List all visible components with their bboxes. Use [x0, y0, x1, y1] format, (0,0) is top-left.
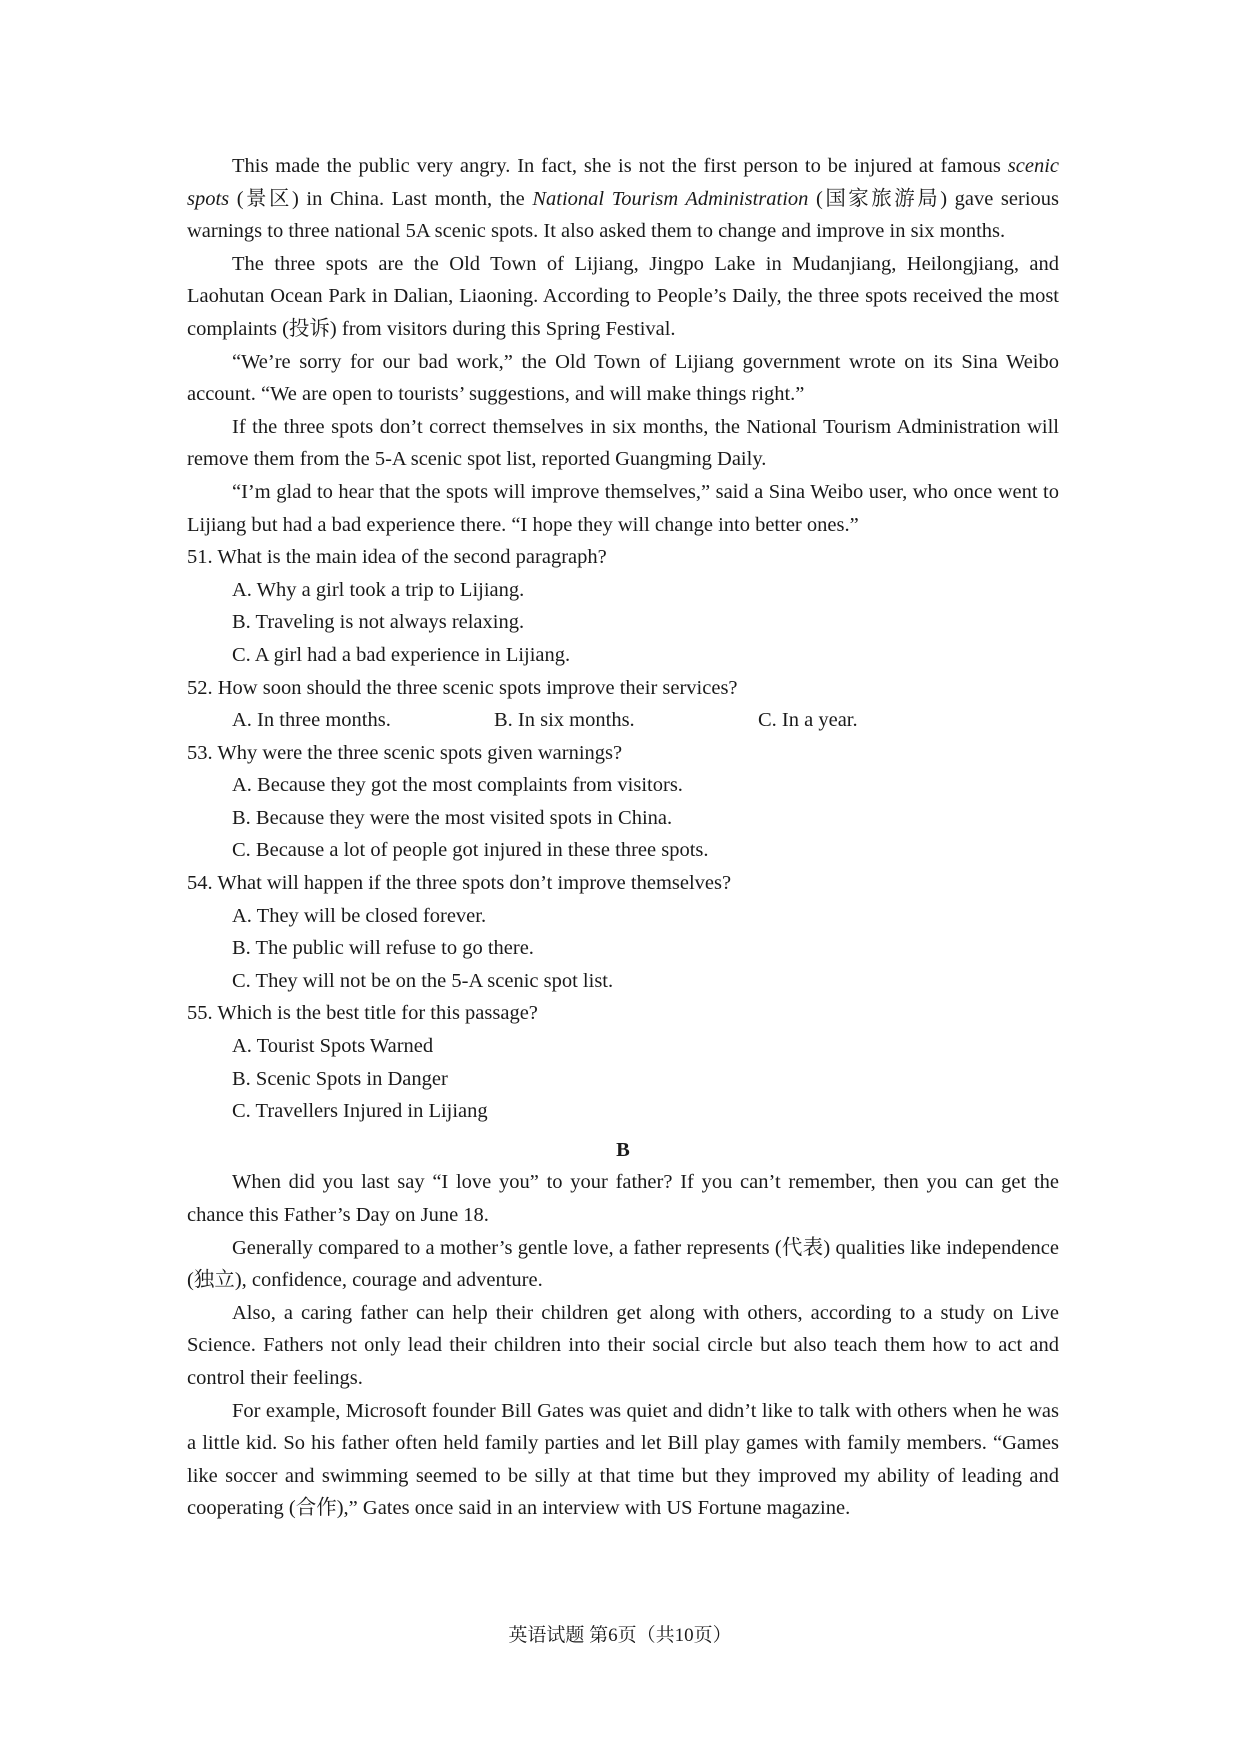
option-b: B. The public will refuse to go there. [232, 937, 534, 960]
option-a: A. Because they got the most complaints from visitors. [232, 774, 683, 797]
option-b: B. Scenic Spots in Danger [232, 1067, 448, 1090]
question-51 [187, 541, 1059, 671]
option-a: A. They will be closed forever. [232, 904, 487, 927]
question-stem: 55. Which is the best title for this passage? [187, 1002, 538, 1025]
option-c: C. They will not be on the 5-A scenic spot list. [232, 969, 614, 992]
question-stem: 54. What will happen if the three spots don’t improve themselves? [187, 872, 732, 895]
exam-page [187, 150, 1059, 1525]
question-55 [187, 997, 1059, 1127]
passage-a-paragraph-4: If the three spots don’t correct themselves in six months, the National Tourism Administration will remove them from the 5-A scenic spot list, reported Guangming Daily. [187, 415, 1059, 471]
term-scenic-spots: scenic spots [187, 155, 1059, 210]
passage-a-paragraph-2: The three spots are the Old Town of Lijiang, Jingpo Lake in Mudanjiang, Heilongjiang, and Laohutan Ocean Park in Dalian, Liaoning. According to People’s Daily, the three spots received the most complaints (投诉) from visitors during this Spring Festival. [187, 252, 1059, 340]
options-row [187, 704, 1059, 737]
option-b: B. Traveling is not always relaxing. [232, 611, 525, 634]
question-54 [187, 867, 1059, 997]
term-national-tourism-administration: National Tourism Administration [532, 187, 809, 210]
option-c: C. A girl had a bad experience in Lijiang. [232, 643, 571, 666]
option-c: C. Travellers Injured in Lijiang [232, 1100, 488, 1123]
passage-b-paragraph-4: For example, Microsoft founder Bill Gates was quiet and didn’t like to talk with others when he was a little kid. So his father often held family parties and let Bill play games with family members. “Games like soccer and swimming seemed to be silly at that time but they improved my ability of leading and cooperating (合作),” Gates once said in an interview with US Fortune magazine. [187, 1399, 1059, 1520]
passage-b-paragraph-1: When did you last say “I love you” to your father? If you can’t remember, then you can get the chance this Father’s Day on June 18. [187, 1171, 1059, 1226]
question-stem: 52. How soon should the three scenic spots improve their services? [187, 676, 738, 699]
question-stem: 53. Why were the three scenic spots given warnings? [187, 741, 623, 764]
question-53 [187, 737, 1059, 867]
option-c: C. In a year. [758, 709, 858, 732]
option-b: B. In six months. [494, 709, 635, 732]
option-a: A. In three months. [232, 709, 391, 732]
option-b: B. Because they were the most visited spots in China. [232, 806, 673, 829]
passage-b-paragraph-2: Generally compared to a mother’s gentle love, a father represents (代表) qualities like independence (独立), confidence, courage and adventure. [187, 1236, 1059, 1292]
question-stem: 51. What is the main idea of the second paragraph? [187, 546, 607, 569]
question-52 [187, 672, 1059, 737]
page-footer: 英语试题 第6页（共10页） [508, 1625, 732, 1646]
option-a: A. Tourist Spots Warned [232, 1035, 434, 1058]
section-heading: B [616, 1138, 630, 1161]
passage-a-paragraph-5: “I’m glad to hear that the spots will improve themselves,” said a Sina Weibo user, who once went to Lijiang but had a bad experience there. “I hope they will change into better ones.” [187, 480, 1059, 536]
passage-b-paragraph-3: Also, a caring father can help their children get along with others, according to a study on Live Science. Fathers not only lead their children into their social circle but also teach them how to act and control their feelings. [187, 1301, 1059, 1389]
passage-a-paragraph-1: This made the public very angry. In fact, she is not the first person to be injured at famous scenic spots (景区) in China. Last month, the National Tourism Administration (国家旅游局) gave serious warnings to three national 5A scenic spots. It also asked them to change and improve in six months. [187, 155, 1060, 243]
option-a: A. Why a girl took a trip to Lijiang. [232, 578, 525, 601]
option-c: C. Because a lot of people got injured in these three spots. [232, 839, 709, 862]
passage-a-paragraph-3: “We’re sorry for our bad work,” the Old Town of Lijiang government wrote on its Sina Weibo account. “We are open to tourists’ suggestions, and will make things right.” [187, 350, 1059, 406]
